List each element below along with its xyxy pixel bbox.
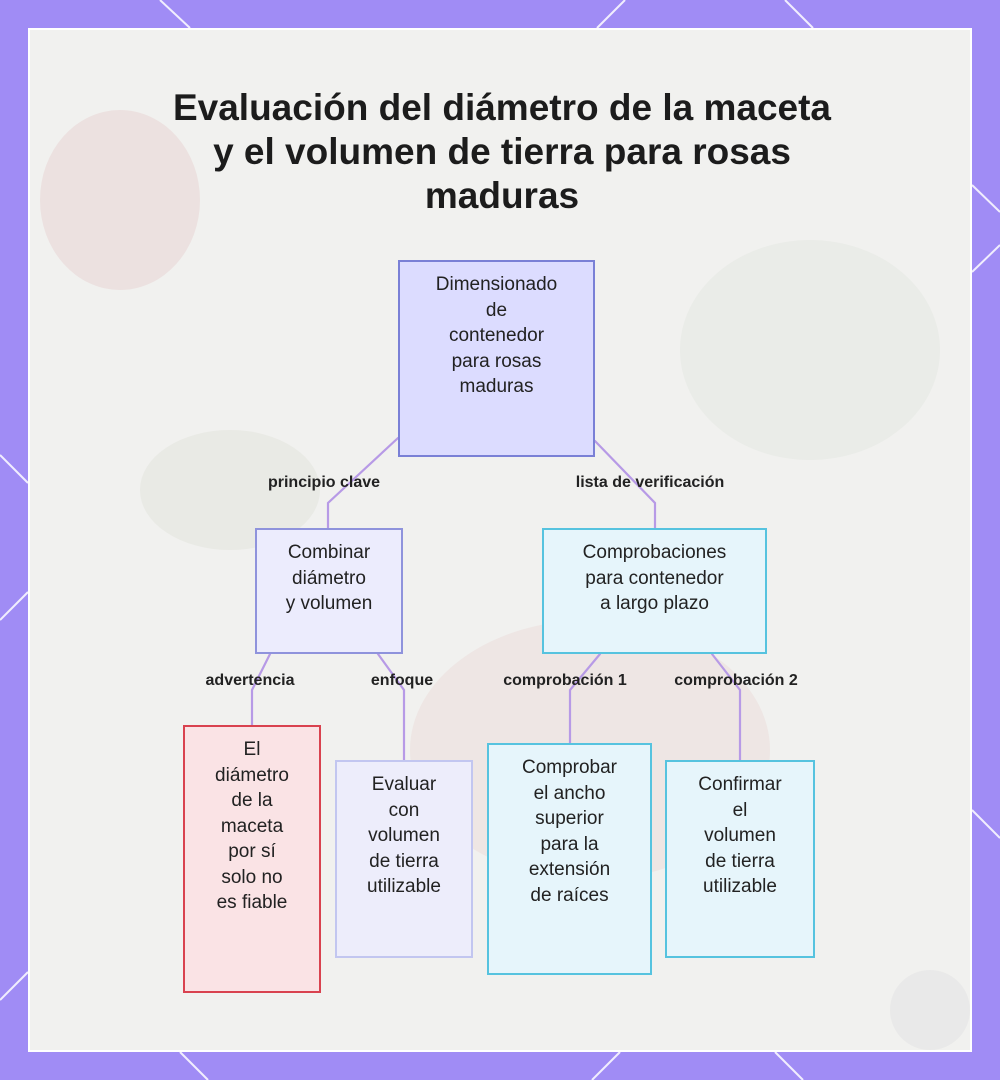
node-root-line: maduras (459, 376, 534, 397)
node-check-top-width (487, 743, 652, 975)
node-warning-line: solo no (221, 866, 283, 888)
node-warning-line: por sí (228, 841, 276, 862)
node-focus-line: volumen (368, 825, 440, 846)
edge-label-key-principle: principio clave (267, 474, 381, 491)
edge-label-warning: advertencia (205, 672, 295, 689)
node-check1-line: el ancho (533, 782, 606, 804)
node-checks-line: Comprobaciones (582, 542, 727, 563)
node-check2-line: volumen (704, 825, 776, 846)
node-root-line: contenedor (448, 325, 545, 346)
node-focus-line: de tierra (369, 850, 439, 872)
node-long-term-checks (542, 528, 767, 654)
node-warning-line: es fiable (216, 892, 288, 913)
node-warning-line: maceta (220, 815, 284, 837)
node-check2-line: utilizable (703, 876, 777, 897)
title-line-1: Evaluación del diámetro de la maceta (172, 87, 832, 128)
node-check2-line: el (732, 799, 748, 821)
node-root-container-sizing (398, 260, 595, 457)
node-warning-line: de la (231, 790, 273, 811)
title-line-3: maduras (424, 175, 580, 216)
edge-label-focus: enfoque (370, 672, 434, 689)
node-warning-diameter (183, 725, 321, 993)
edge-checks-check1 (570, 654, 600, 743)
node-check1-line: Comprobar (521, 757, 618, 778)
node-focus-line: utilizable (367, 876, 441, 897)
edge-label-check1: comprobación 1 (503, 672, 627, 689)
edge-label-checklist: lista de verificación (575, 474, 725, 491)
node-confirm-soil-volume (665, 760, 815, 958)
node-warning-line: El (243, 739, 261, 760)
node-check1-line: de raíces (530, 884, 609, 906)
node-focus-line: Evaluar (371, 774, 437, 795)
title-line-2: y el volumen de tierra para rosas (213, 131, 791, 172)
node-checks-line: a largo plazo (600, 593, 709, 614)
edge-checks-check2 (712, 654, 740, 760)
node-checks-line: para contenedor (585, 567, 724, 589)
node-combine-line: diámetro (292, 567, 366, 589)
node-combine-line: Combinar (287, 542, 371, 563)
node-check1-line: superior (535, 808, 604, 829)
node-check2-line: de tierra (705, 850, 775, 872)
node-root-line: de (485, 299, 508, 321)
node-warning-line: diámetro (215, 764, 289, 786)
node-root-line: para rosas (451, 350, 542, 372)
node-focus-line: con (388, 799, 420, 821)
node-check1-line: extensión (528, 859, 611, 880)
edge-combine-focus (378, 654, 404, 760)
node-check1-line: para la (540, 833, 599, 855)
node-focus-usable-soil (335, 760, 473, 958)
node-combine-diameter-volume (255, 528, 403, 654)
node-combine-line: y volumen (285, 593, 373, 614)
edge-label-check2: comprobación 2 (674, 672, 798, 689)
node-root-line: Dimensionado (435, 274, 558, 295)
node-check2-line: Confirmar (698, 774, 782, 795)
